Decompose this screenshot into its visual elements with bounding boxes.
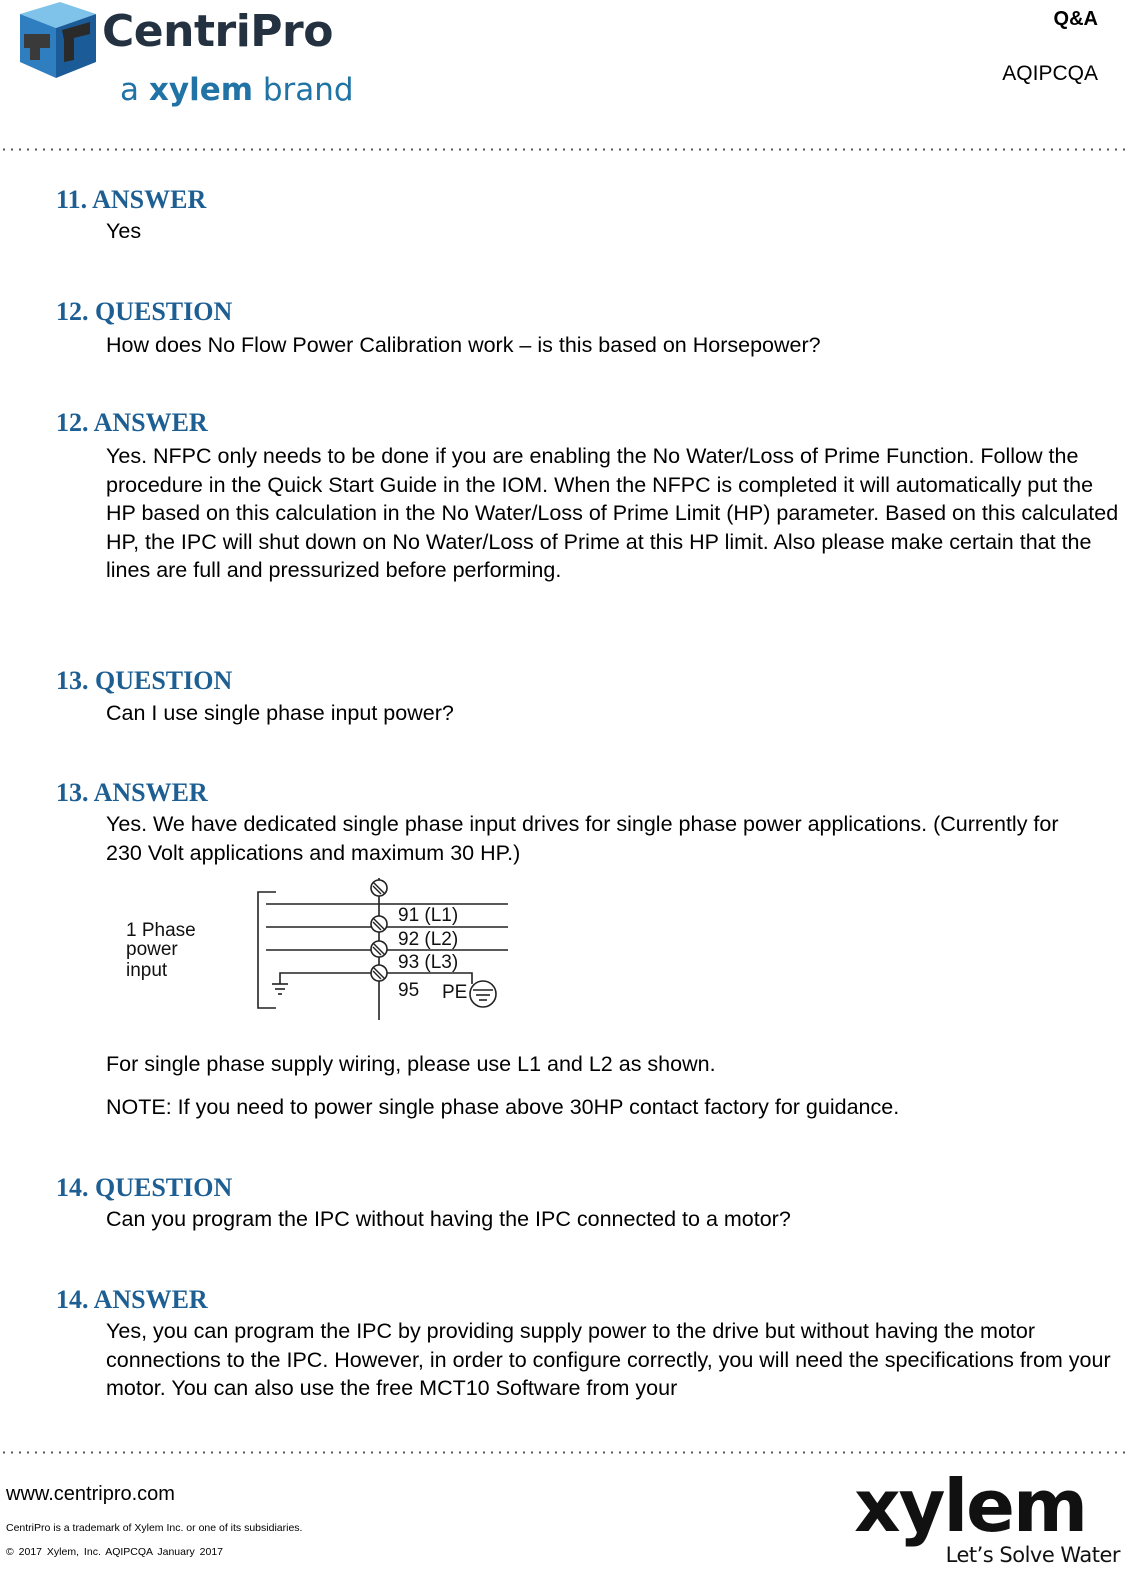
terminal-label: 93 (L3): [398, 952, 459, 973]
pe-label: PE: [442, 982, 468, 1003]
trademark-notice: CentriPro is a trademark of Xylem Inc. or one of its subsidiaries.: [6, 1522, 303, 1534]
website-link[interactable]: www.centripro.com: [6, 1483, 175, 1505]
terminal-label: 92 (L2): [398, 929, 459, 950]
section-heading: 13. QUESTION: [56, 666, 233, 695]
diagram-label-line1: 1 Phase: [126, 920, 196, 941]
brand-subtitle: a xylem brand: [120, 72, 354, 108]
section-heading: 14. QUESTION: [56, 1173, 233, 1202]
diagram-label-line3: input: [126, 960, 168, 981]
single-phase-wiring-diagram: [120, 872, 520, 1024]
document-code: AQIPCQA: [1002, 62, 1098, 85]
section-text: Yes. We have dedicated single phase input drives for single phase power applications. (Currently for 230 Volt applications and maximum 30 HP.): [106, 812, 1059, 865]
section-text: Yes: [106, 219, 142, 243]
section-text: Can you program the IPC without having the IPC connected to a motor?: [106, 1207, 791, 1231]
footer-divider: [0, 1451, 1128, 1454]
document-type: Q&A: [1053, 8, 1098, 30]
section-heading: 11. ANSWER: [56, 185, 207, 214]
header-divider: [0, 148, 1128, 151]
factory-note: NOTE: If you need to power single phase above 30HP contact factory for guidance.: [106, 1095, 900, 1119]
terminal-label: 95: [398, 980, 420, 1001]
centripro-cube-logo-icon: [14, 0, 100, 80]
section-heading: 14. ANSWER: [56, 1285, 208, 1314]
wiring-note: For single phase supply wiring, please use L1 and L2 as shown.: [106, 1052, 716, 1076]
xylem-tagline: Let’s Solve Water: [945, 1543, 1120, 1567]
copyright-notice: © 2017 Xylem, Inc. AQIPCQA January 2017: [6, 1546, 224, 1558]
section-heading: 13. ANSWER: [56, 778, 208, 807]
section-text: Yes, you can program the IPC by providing supply power to the drive but without having the motor connections to the IPC. However, in order to configure correctly, you will need the specifications from your motor. You can also use the free MCT10 Software from your: [106, 1319, 1111, 1400]
section-heading: 12. ANSWER: [56, 408, 208, 437]
section-heading: 12. QUESTION: [56, 297, 233, 326]
diagram-label-line2: power: [126, 939, 178, 960]
terminal-label: 91 (L1): [398, 905, 459, 926]
section-text: Yes. NFPC only needs to be done if you are enabling the No Water/Loss of Prime Function. Follow the procedure in the Quick Start Guide in the IOM. When the NFPC is completed it will automatically put the HP based on this calculation in the No Water/Loss of Prime Limit (HP) parameter. Based on this calculated HP, the IPC will shut down on No Water/Loss of Prime at this HP limit. Also please make certain that the lines are full and pressurized before performing.: [106, 444, 1119, 582]
section-text: Can I use single phase input power?: [106, 701, 454, 725]
xylem-logo: xylem: [854, 1464, 1086, 1548]
brand-name: CentriPro: [102, 6, 333, 57]
section-text: How does No Flow Power Calibration work – is this based on Horsepower?: [106, 333, 821, 357]
